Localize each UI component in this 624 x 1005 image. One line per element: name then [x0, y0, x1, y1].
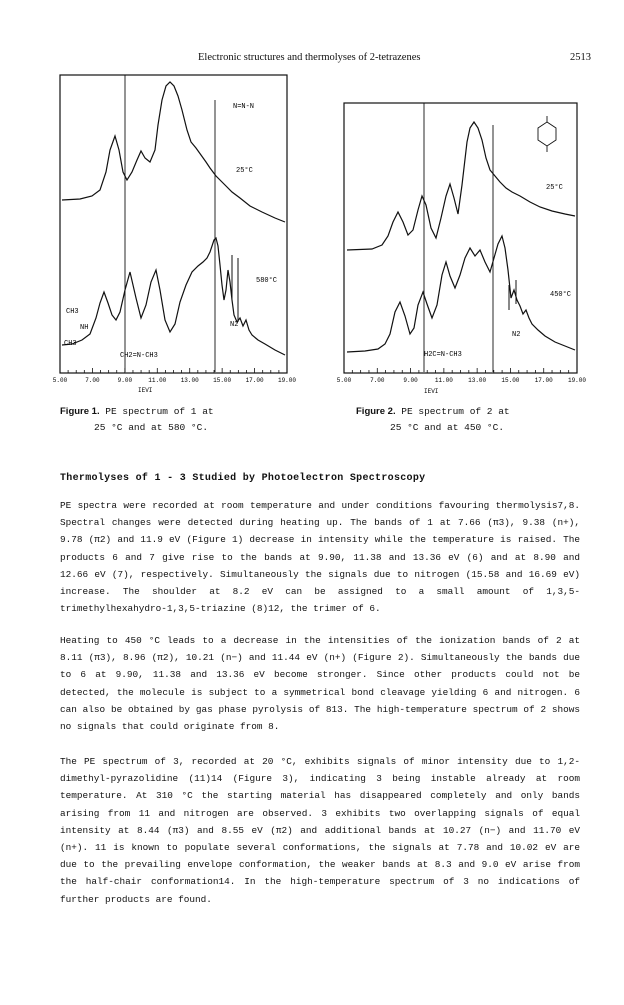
fig1-tick-label: 17.00	[245, 377, 264, 384]
page-number: 2513	[570, 52, 591, 63]
fig1-struct-bottom: CH2=N-CH3	[120, 352, 158, 360]
fig1-label-25c: 25°C	[236, 167, 253, 175]
spectrum-25c-curve	[347, 122, 575, 250]
fig1-tick-label: 15.00	[213, 377, 232, 384]
fig1-label-580c: 580°C	[256, 277, 278, 285]
fig2-tick-label: 11.00	[434, 377, 453, 384]
section-heading: Thermolyses of 1 - 3 Studied by Photoelectron Spectroscopy	[60, 473, 426, 484]
fig2-tick-label: 19.00	[567, 377, 587, 384]
figure-2-spectrum	[325, 95, 620, 400]
fig2-struct-bottom: H2C=N-CH3	[424, 351, 462, 359]
fig1-tick-label: 11.00	[148, 377, 167, 384]
figure-1-caption-label: Figure 1.	[60, 406, 100, 417]
fig2-tick-label: 5.00	[336, 377, 352, 384]
fig2-label-450c: 450°C	[550, 291, 572, 299]
paragraph-2	[60, 632, 580, 735]
fig1-tick-label: 9.00	[117, 377, 133, 384]
fig2-label-n2: N2	[512, 331, 521, 339]
paragraph-2-text: Heating to 450 °C leads to a decrease in the intensities of the ionization bands of 2 at 8.11 (π3), 8.96 (π2), 10.21 (n−) and 11.44 eV (n+) (Figure 2). Simultaneously the bands due to 6 at 9.90, 11.38 and 13.36 eV become stronger. Since other products could not be detected, the molecule is subject to a symmetrical bond cleavage yielding 6 and nitrogen. 6 can also be obtained by gas phase pyrolysis of 813. The high-temperature spectrum of 2 shows no signals that could originate from 8.	[60, 635, 580, 733]
fig1-tick-label: 13.00	[180, 377, 199, 384]
paragraph-1-text: PE spectra were recorded at room temperature and under conditions favouring thermolysis7,8. Spectral changes were detected during heating up. The bands of 1 at 7.66 (π3), 9.38 (n+), 9.78 (π2) and 11.9 eV (Figure 1) decrease in intensity while the temperature is raised. The products 6 and 7 give rise to the bands at 9.90, 11.38 and 13.36 eV (6) and at 8.90 and 12.66 eV (7), respectively. Simultaneously the signals due to nitrogen (15.58 and 16.69 eV) increase. The shoulder at 8.2 eV can be assigned to a small amount of 1,3,5-trimethylhexahydro-1,3,5-triazine (8)12, the trimer of 6.	[60, 500, 580, 615]
fig1-structure-top: N=N-N	[233, 103, 255, 111]
spectrum-580c-curve	[62, 238, 285, 355]
spectrum-450c-curve	[347, 236, 575, 352]
fig2-tick-label: 7.00	[370, 377, 385, 384]
fig1-axis-unit: IEVI	[138, 387, 153, 394]
figure-2-caption-line2: 25 °C and at 450 °C.	[390, 422, 505, 433]
figure-2-caption	[356, 404, 510, 436]
fig2-tick-label: 15.00	[501, 377, 520, 384]
fig2-axis-unit: IEVI	[424, 388, 439, 395]
fig1-struct-ch3-top: CH3	[66, 308, 79, 316]
figure-2-caption-label: Figure 2.	[356, 406, 396, 417]
figure-1-caption-line1: PE spectrum of 1 at	[105, 406, 214, 417]
fig2-tick-label: 13.00	[468, 377, 487, 384]
fig2-tick-label: 9.00	[403, 377, 418, 384]
fig1-tick-label: 7.00	[85, 377, 100, 384]
figure-1-caption	[60, 404, 214, 436]
figure-1-caption-line2: 25 °C and at 580 °C.	[94, 422, 209, 433]
tetrazine-ring-icon	[538, 116, 556, 152]
fig1-x-ticks	[53, 368, 297, 384]
fig1-struct-nh: NH	[80, 324, 89, 332]
paragraph-3	[60, 753, 580, 908]
fig2-label-25c: 25°C	[546, 184, 563, 192]
figure-2-caption-line1: PE spectrum of 2 at	[401, 406, 510, 417]
running-title: Electronic structures and thermolyses of 2-tetrazenes	[198, 52, 421, 63]
fig2-tick-label: 17.00	[534, 377, 553, 384]
fig1-tick-label: 19.00	[277, 377, 297, 384]
figure-1-spectrum	[30, 68, 320, 394]
fig1-label-n2: N2	[230, 321, 239, 329]
paragraph-3-text: The PE spectrum of 3, recorded at 20 °C, exhibits signals of minor intensity due to 1,2-dimethyl-pyrazolidine (11)14 (Figure 3), indicating 3 being instable already at room temperature. At 310 °C the starting material has disappeared completely and only bands arising from 11 and nitrogen are observed. 3 exhibits two overlapping signals of equal intensity at 8.44 (π3) and 8.55 eV (π2) and additional bands at 10.27 (n−) and 11.70 eV (n+). 11 is known to populate several conformations, the signals at 7.78 and 10.02 eV are due to the prevailing envelope conformation, the weaker bands at 8.3 and 9.0 eV arise from the half-chair conformation14. In the high-temperature spectrum of 3 no indications of further products are found.	[60, 756, 580, 905]
fig1-struct-ch3-bottom: CH3	[64, 340, 77, 348]
fig1-tick-label: 5.00	[52, 377, 68, 384]
paragraph-1	[60, 497, 580, 617]
fig2-x-ticks	[337, 368, 587, 384]
